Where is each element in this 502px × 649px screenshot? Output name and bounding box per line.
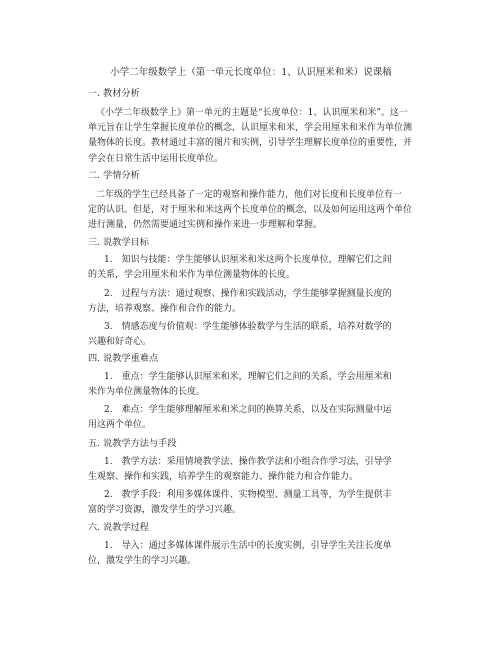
paragraph-line: 用这两个单位。 bbox=[88, 420, 152, 431]
paragraph-line: 学会在日常生活中运用长度单位。 bbox=[88, 153, 224, 164]
section-heading-key-and-difficult-points: 四. 说教学重难点 bbox=[88, 353, 159, 364]
paragraph-line: 2. 过程与方法：通过观察、操作和实践活动，学生能够掌握测量长度的 bbox=[104, 289, 392, 299]
paragraph-student-analysis bbox=[88, 188, 432, 234]
key-point-item-1 bbox=[88, 370, 432, 400]
paragraph-line: 定的认识。但是，对于厘米和米这两个长度单位的概念，以及如何运用这两个单位 bbox=[88, 205, 413, 216]
paragraph-line: 2. 难点：学生能够理解厘米和米之间的换算关系，以及在实际测量中运 bbox=[104, 405, 392, 415]
paragraph-line: 生观察、操作和实践，培养学生的观察能力、操作能力和合作能力。 bbox=[88, 472, 359, 483]
paragraph-line: 量物体的长度。教材通过丰富的图片和实例，引导学生理解长度单位的重要性，并 bbox=[88, 138, 413, 149]
paragraph-line: 方法，培养观察、操作和合作的能力。 bbox=[88, 304, 242, 315]
paragraph-line: 1. 知识与技能：学生能够认识厘米和米这两个长度单位，理解它们之间 bbox=[104, 255, 392, 265]
section-heading-teaching-objectives: 三. 说教学目标 bbox=[88, 237, 149, 248]
paragraph-line: 1. 重点：学生能够认识厘米和米，理解它们之间的关系，学会用厘米和 bbox=[104, 372, 392, 382]
paragraph-teaching-material-analysis bbox=[88, 106, 432, 167]
section-heading-teaching-material-analysis: 一. 教材分析 bbox=[88, 88, 140, 99]
paragraph-line: 位，激发学生的学习兴趣。 bbox=[88, 556, 197, 567]
paragraph-line: 富的学习资源，激发学生的学习兴趣。 bbox=[88, 505, 242, 516]
paragraph-line: 《小学二年级数学上》第一单元的主题是“长度单位：1、认识厘米和米”。这一 bbox=[96, 108, 408, 118]
paragraph-line: 单元旨在让学生掌握长度单位的概念，认识厘米和米，学会用厘米和米作为单位测 bbox=[88, 123, 413, 134]
paragraph-line: 1. 导入：通过多媒体课件展示生活中的长度实例，引导学生关注长度单 bbox=[104, 541, 392, 551]
section-heading-student-analysis: 二. 学情分析 bbox=[88, 170, 140, 181]
paragraph-line: 2. 教学手段：利用多媒体课件、实物模型、测量工具等，为学生提供丰 bbox=[104, 490, 392, 500]
paragraph-line: 米作为单位测量物体的长度。 bbox=[88, 387, 206, 398]
section-heading-methods-and-means: 五. 说教学方法与手段 bbox=[88, 438, 177, 449]
method-item-2 bbox=[88, 488, 432, 518]
process-item-1 bbox=[88, 539, 432, 569]
paragraph-line: 的关系，学会用厘米和米作为单位测量物体的长度。 bbox=[88, 270, 296, 281]
document-title: 小学二年级数学上（第一单元长度单位：1、认识厘米和米）说课稿 bbox=[110, 67, 392, 78]
paragraph-line: 3. 情感态度与价值观：学生能够体验数学与生活的联系，培养对数学的 bbox=[104, 322, 392, 332]
paragraph-line: 进行测量，仍然需要通过实例和操作来进一步理解和掌握。 bbox=[88, 220, 323, 231]
method-item-1 bbox=[88, 455, 432, 485]
objective-item-3 bbox=[88, 320, 432, 350]
paragraph-line: 兴趣和好奇心。 bbox=[88, 337, 152, 348]
objective-item-2 bbox=[88, 287, 432, 317]
section-heading-teaching-process: 六. 说教学过程 bbox=[88, 522, 149, 533]
objective-item-1 bbox=[88, 253, 432, 283]
key-point-item-2 bbox=[88, 403, 432, 433]
paragraph-line: 二年级的学生已经具备了一定的观察和操作能力，他们对长度和长度单位有一 bbox=[96, 190, 403, 200]
paragraph-line: 1. 教学方法：采用情境教学法、操作教学法和小组合作学习法，引导学 bbox=[104, 457, 392, 467]
